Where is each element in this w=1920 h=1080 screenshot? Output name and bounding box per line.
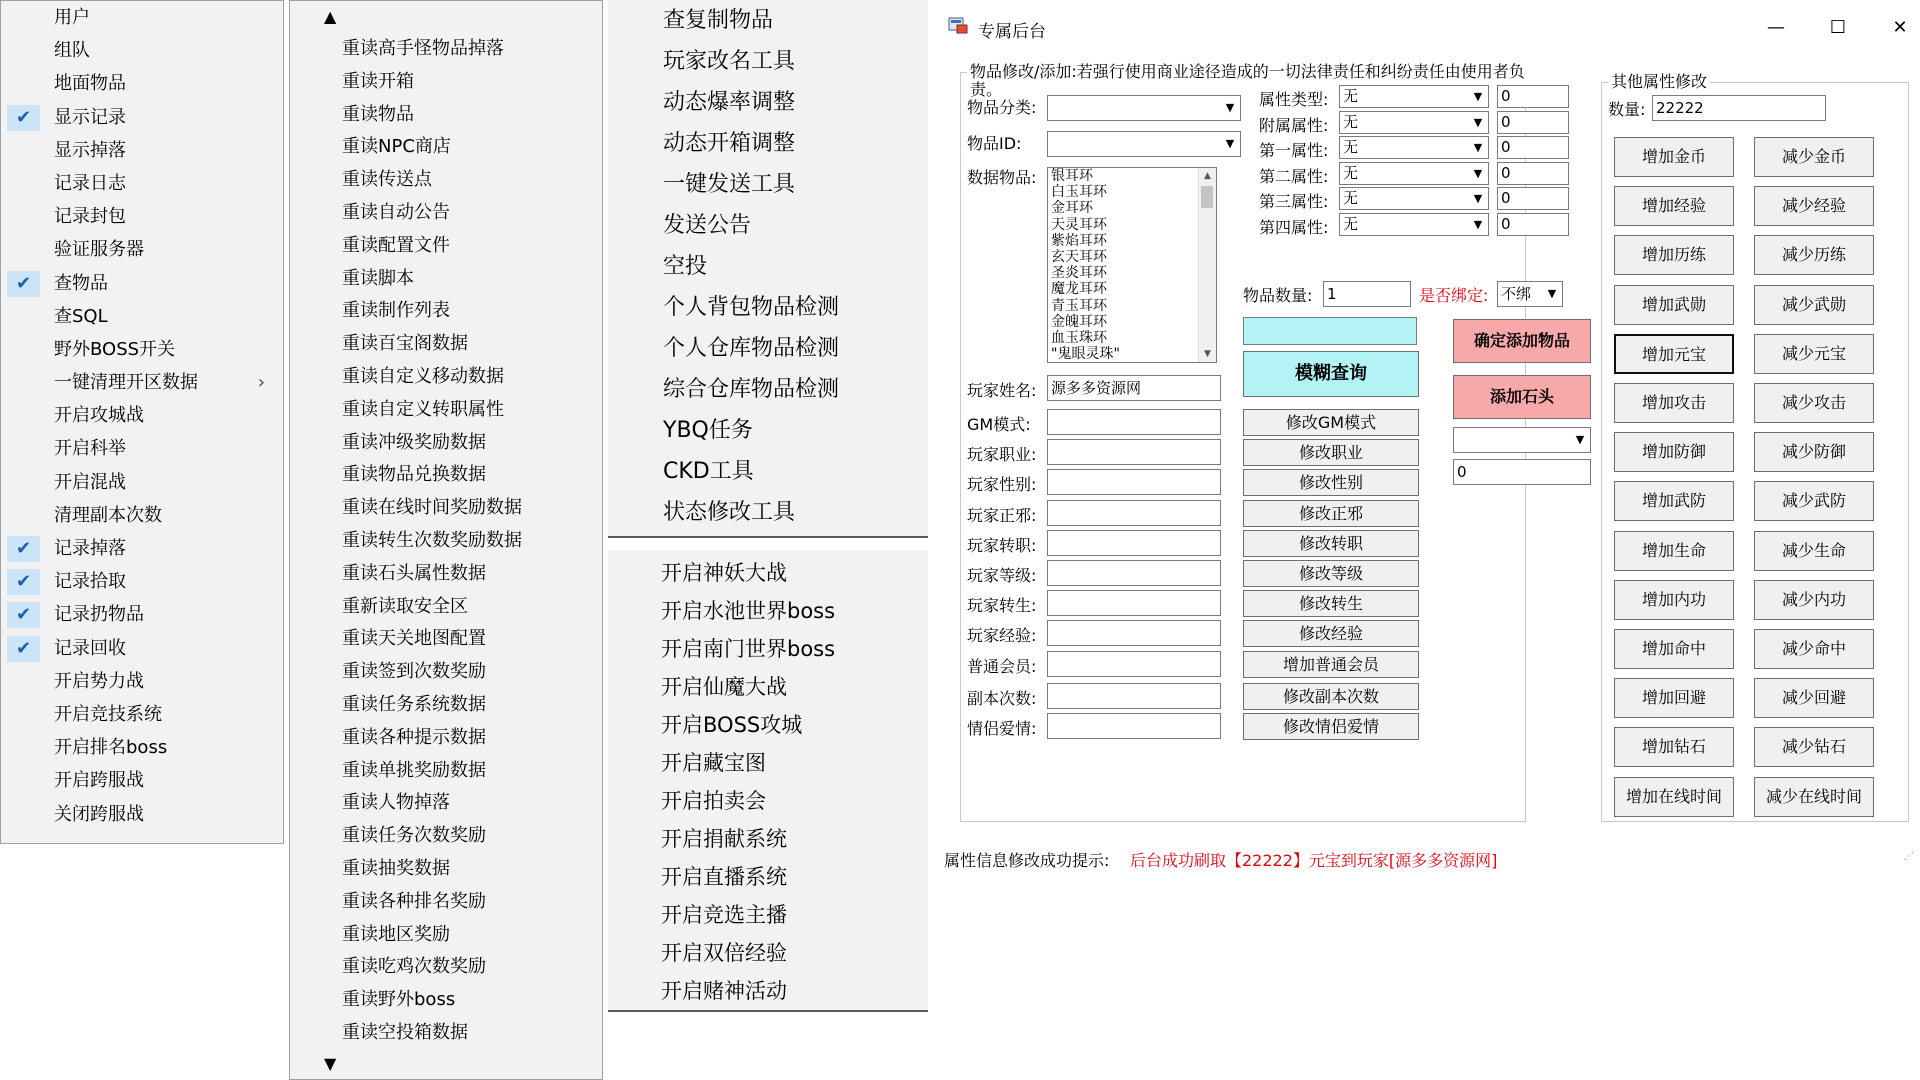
menu-item[interactable]: 重读自定义转职属性 (342, 398, 504, 420)
menu-item[interactable]: 重读地区奖励 (342, 923, 450, 945)
menu-item[interactable]: 重读开箱 (342, 70, 414, 92)
menu-item[interactable] (1, 598, 283, 631)
attribute-select[interactable] (1339, 136, 1489, 159)
player-field-input[interactable] (1047, 500, 1221, 526)
list-item[interactable]: 血玉珠环 (1051, 330, 1107, 347)
checkmark-icon: ✔ (7, 271, 40, 297)
menu-item[interactable]: 重读物品兑换数据 (342, 464, 486, 486)
menu-item[interactable]: 状态修改工具 (663, 500, 796, 525)
menu-item-label: 关闭跨服战 (54, 803, 144, 825)
data-items-label: 数据物品: (967, 168, 1037, 187)
menu-item[interactable]: CKD工具 (663, 459, 754, 484)
menu-item[interactable] (1, 267, 283, 300)
chevron-down-icon: ▼ (1473, 90, 1483, 103)
menu-item-label: 开启科举 (54, 438, 126, 460)
menu-item-label: 组队 (54, 40, 90, 62)
attribute-adjust-button[interactable]: 增加武防 (1614, 481, 1734, 521)
menu-item[interactable]: 空投 (663, 254, 708, 279)
attribute-label: 第二属性: (1259, 166, 1329, 186)
minimize-button[interactable]: — (1767, 17, 1785, 38)
attribute-value: 无 (1343, 189, 1359, 208)
menu-item[interactable]: 开启藏宝图 (661, 751, 766, 775)
menu-item[interactable]: 重读抽奖数据 (342, 857, 450, 879)
attribute-number-input[interactable]: 0 (1497, 162, 1569, 185)
player-field-label: 玩家转生: (967, 596, 1037, 616)
attribute-adjust-button[interactable]: 增加回避 (1614, 678, 1734, 718)
menu-item[interactable]: 重读石头属性数据 (342, 562, 486, 584)
menu-item-label: 记录扔物品 (54, 604, 144, 626)
chevron-down-icon: ▼ (1547, 287, 1557, 300)
list-item[interactable]: 天灵耳环 (1051, 216, 1107, 233)
menu-item[interactable] (1, 300, 283, 333)
list-item[interactable]: 圣炎耳环 (1051, 265, 1107, 282)
menu-item[interactable]: 一键发送工具 (663, 172, 796, 197)
chevron-down-icon: ▼ (1473, 192, 1483, 206)
list-item[interactable]: 白玉耳环 (1051, 184, 1107, 201)
menu-item[interactable]: 重读自动公告 (342, 201, 450, 223)
menu-item[interactable]: 重读吃鸡次数奖励 (342, 956, 486, 978)
bind-select[interactable] (1497, 281, 1563, 307)
menu-item[interactable] (1, 632, 283, 665)
player-field-input[interactable]: 源多多资源网 (1047, 375, 1221, 401)
menu-item[interactable]: 重读脚本 (342, 267, 414, 289)
menu-item[interactable]: 开启水池世界boss (661, 599, 836, 623)
attribute-select[interactable] (1339, 111, 1489, 134)
menu-item[interactable]: 开启拍卖会 (661, 789, 766, 813)
attribute-adjust-button[interactable]: 减少生命 (1754, 531, 1874, 571)
player-field-button[interactable]: 修改性别 (1243, 469, 1419, 496)
scroll-up-icon[interactable]: ▲ (324, 7, 337, 26)
context-menu-main (0, 0, 284, 844)
player-field-input[interactable] (1047, 409, 1221, 435)
player-field-label: 玩家性别: (967, 475, 1037, 495)
menu-item[interactable] (1, 698, 283, 731)
player-field-input[interactable] (1047, 590, 1221, 616)
menu-item-label: 开启势力战 (54, 670, 144, 692)
list-item[interactable]: 紫焰耳环 (1051, 232, 1107, 249)
menu-item[interactable]: 开启神妖大战 (661, 561, 787, 585)
maximize-button[interactable]: ☐ (1829, 17, 1847, 38)
fuzzy-search-button[interactable]: 模糊查询 (1243, 351, 1419, 397)
menu-item[interactable] (1, 233, 283, 266)
player-field-button[interactable]: 修改情侣爱情 (1243, 713, 1419, 740)
menu-item[interactable]: 重读单挑奖励数据 (342, 759, 486, 781)
status-message: 后台成功刷取【22222】元宝到玩家[源多多资源网] (1130, 851, 1498, 870)
menu-item[interactable]: 重读任务次数奖励 (342, 825, 486, 847)
menu-item[interactable]: 查复制物品 (663, 8, 774, 33)
data-items-list[interactable] (1047, 167, 1217, 363)
category-label: 物品分类: (967, 98, 1037, 117)
player-field-input[interactable] (1047, 651, 1221, 677)
menu-item[interactable]: 重读天关地图配置 (342, 628, 486, 650)
player-field-label: 玩家转职: (967, 535, 1037, 555)
attribute-label: 属性类型: (1259, 90, 1329, 109)
menu-item[interactable]: 开启竞选主播 (661, 903, 787, 927)
menu-item[interactable]: YBQ任务 (663, 418, 753, 443)
menu-item-label: 开启攻城战 (54, 405, 144, 427)
player-field-input[interactable] (1047, 530, 1221, 556)
chevron-down-icon: ▼ (1473, 218, 1483, 231)
menu-item[interactable]: 重读高手怪物品掉落 (342, 38, 504, 59)
bind-label: 是否绑定: (1419, 286, 1489, 305)
menu-item[interactable]: 重读空投箱数据 (342, 1021, 468, 1043)
scroll-down-icon[interactable]: ▼ (324, 1054, 337, 1073)
attribute-adjust-button[interactable]: 增加内功 (1614, 580, 1734, 620)
attribute-adjust-button[interactable]: 增加攻击 (1614, 383, 1734, 423)
search-input[interactable] (1243, 317, 1417, 345)
player-field-label: 情侣爱情: (967, 719, 1037, 738)
list-item[interactable]: 玄天耳环 (1051, 249, 1107, 266)
attribute-number-input[interactable]: 0 (1497, 136, 1569, 159)
menu-item[interactable]: 重读物品 (342, 103, 414, 125)
resize-grip-icon[interactable]: ⋰ (1904, 851, 1914, 862)
attribute-adjust-button[interactable]: 增加钻石 (1614, 727, 1734, 767)
attribute-value: 无 (1343, 87, 1359, 105)
attribute-select[interactable] (1339, 85, 1489, 108)
menu-item[interactable]: 重读人物掉落 (342, 792, 450, 814)
category-select[interactable] (1047, 95, 1241, 121)
item-id-select[interactable] (1047, 131, 1241, 157)
attribute-adjust-button[interactable]: 增加防御 (1614, 432, 1734, 472)
list-item[interactable]: 金魄耳环 (1051, 313, 1107, 330)
player-field-button[interactable]: 修改GM模式 (1243, 409, 1419, 436)
menu-item[interactable]: 重读自定义移动数据 (342, 365, 504, 387)
menu-item[interactable] (1, 200, 283, 233)
attribute-label: 第三属性: (1259, 192, 1329, 212)
attribute-adjust-button[interactable]: 增加命中 (1614, 629, 1734, 669)
menu-item-label: 显示掉落 (54, 139, 126, 161)
attribute-adjust-button[interactable]: 增加历练 (1614, 235, 1734, 275)
chevron-right-icon: › (257, 372, 265, 394)
attribute-select[interactable] (1339, 213, 1489, 236)
attribute-adjust-button[interactable]: 减少武勋 (1754, 285, 1874, 325)
menu-item-label: 查SQL (54, 305, 108, 327)
attribute-adjust-button[interactable]: 减少钻石 (1754, 727, 1874, 767)
attribute-number-input[interactable]: 0 (1497, 85, 1569, 108)
player-field-button[interactable]: 增加普通会员 (1243, 651, 1419, 678)
menu-item-label: 查物品 (54, 272, 108, 294)
list-item[interactable]: 青玉耳环 (1051, 297, 1107, 314)
scroll-up-icon[interactable]: ▲ (1204, 171, 1211, 181)
player-field-label: 玩家经验: (967, 626, 1037, 646)
menu-item[interactable] (1, 432, 283, 465)
attribute-adjust-button[interactable]: 减少经验 (1754, 186, 1874, 226)
menu-item-label: 开启竞技系统 (54, 703, 162, 725)
player-field-button[interactable]: 修改转生 (1243, 590, 1419, 617)
scroll-down-icon[interactable]: ▼ (1204, 349, 1211, 359)
item-id-label: 物品ID: (967, 134, 1022, 153)
item-group-label: 物品修改/添加:若强行使用商业途径造成的一切法律责任和纠纷责任由使用者负责。 (967, 63, 1533, 99)
menu-item-label: 记录日志 (54, 172, 126, 194)
menu-item-label: 记录掉落 (54, 538, 126, 559)
menu-item[interactable]: 重读野外boss (342, 989, 456, 1011)
scroll-thumb[interactable] (1201, 186, 1213, 208)
menu-item[interactable]: 重读各种排名奖励 (342, 890, 486, 912)
menu-item[interactable]: 动态爆率调整 (663, 90, 796, 115)
menu-item[interactable]: 个人仓库物品检测 (663, 336, 840, 361)
other-group-label: 其他属性修改 (1608, 73, 1710, 91)
player-field-button[interactable]: 修改正邪 (1243, 500, 1419, 527)
menu-item[interactable]: 重读传送点 (342, 169, 432, 191)
attribute-adjust-button[interactable]: 增加元宝 (1614, 334, 1734, 374)
attribute-adjust-button[interactable]: 增加生命 (1614, 531, 1734, 571)
menu-item[interactable]: 重读任务系统数据 (342, 693, 486, 715)
menu-item[interactable] (1, 1, 283, 34)
quantity-input[interactable]: 1 (1323, 281, 1411, 307)
player-field-label: 玩家职业: (967, 445, 1037, 465)
attribute-adjust-button[interactable]: 减少命中 (1754, 629, 1874, 669)
player-field-input[interactable] (1047, 620, 1221, 646)
attribute-adjust-button[interactable]: 减少历练 (1754, 235, 1874, 275)
menu-item-label: 验证服务器 (54, 239, 144, 261)
menu-item[interactable] (1, 499, 283, 532)
player-field-button[interactable]: 修改经验 (1243, 620, 1419, 647)
menu-item[interactable]: 重新读取安全区 (342, 595, 468, 617)
menu-item[interactable] (1, 67, 283, 100)
menu-item[interactable]: 开启直播系统 (661, 865, 787, 889)
other-attributes-group (1601, 72, 1909, 822)
menu-item[interactable] (1, 167, 283, 200)
context-menu-reload (289, 0, 603, 1080)
player-field-input[interactable] (1047, 560, 1221, 586)
menu-item-label: 开启跨服战 (54, 770, 144, 792)
checkmark-icon: ✔ (7, 569, 40, 595)
chevron-down-icon: ▼ (1473, 115, 1483, 129)
attribute-adjust-button[interactable]: 增加在线时间 (1614, 777, 1734, 817)
menu-item[interactable]: 重读签到次数奖励 (342, 661, 486, 683)
attribute-adjust-button[interactable]: 减少元宝 (1754, 334, 1874, 374)
attribute-label: 第一属性: (1259, 141, 1329, 161)
window-title: 专属后台 (978, 22, 1046, 42)
player-field-label: 玩家正邪: (967, 505, 1037, 525)
menu-item[interactable] (1, 798, 283, 831)
stone-select[interactable] (1453, 427, 1591, 453)
menu-item[interactable]: 开启赌神活动 (661, 979, 787, 1003)
player-field-input[interactable] (1047, 713, 1221, 739)
checkmark-icon: ✔ (7, 636, 40, 662)
confirm-add-item-button[interactable]: 确定添加物品 (1453, 319, 1591, 363)
amount-input[interactable]: 22222 (1652, 95, 1826, 121)
menu-item[interactable]: 重读冲级奖励数据 (342, 431, 486, 453)
menu-item[interactable] (1, 34, 283, 67)
menu-item[interactable]: 重读制作列表 (342, 300, 450, 322)
attribute-adjust-button[interactable]: 减少内功 (1754, 580, 1874, 620)
menu-item[interactable]: 开启捐献系统 (661, 827, 787, 851)
attribute-value: 无 (1343, 163, 1359, 182)
menu-item[interactable]: 开启南门世界boss (661, 637, 836, 661)
close-button[interactable]: ✕ (1892, 17, 1908, 38)
menu-item[interactable] (1, 333, 283, 366)
quantity-label: 物品数量: (1243, 286, 1313, 305)
menu-item[interactable] (1, 466, 283, 499)
checkmark-icon: ✔ (7, 602, 40, 628)
player-field-label: GM模式: (967, 415, 1031, 434)
player-field-label: 玩家姓名: (967, 381, 1037, 400)
menu-item[interactable]: 玩家改名工具 (663, 49, 796, 74)
attribute-number-input[interactable]: 0 (1497, 213, 1569, 236)
attribute-adjust-button[interactable]: 增加经验 (1614, 186, 1734, 226)
attribute-adjust-button[interactable]: 增加武勋 (1614, 285, 1734, 325)
attribute-select[interactable] (1339, 162, 1489, 185)
attribute-adjust-button[interactable]: 减少攻击 (1754, 383, 1874, 423)
menu-item-label: 开启排名boss (54, 737, 168, 759)
menu-item[interactable]: 重读转生次数奖励数据 (342, 529, 522, 551)
menu-item[interactable] (1, 399, 283, 432)
player-field-button[interactable]: 修改职业 (1243, 439, 1419, 466)
player-field-label: 玩家等级: (967, 566, 1037, 585)
chevron-down-icon: ▼ (1473, 166, 1483, 180)
app-icon (948, 16, 968, 34)
menu-item[interactable] (1, 764, 283, 797)
context-menu-tools (608, 0, 928, 538)
menu-item[interactable] (1, 665, 283, 698)
player-field-button[interactable]: 修改转职 (1243, 530, 1419, 557)
admin-window (938, 0, 1920, 870)
menu-item-label: 用户 (54, 7, 90, 28)
menu-item[interactable]: 个人背包物品检测 (663, 295, 840, 320)
attribute-label: 第四属性: (1259, 218, 1329, 237)
list-item[interactable]: 银耳环 (1051, 168, 1093, 184)
menu-item-label: 记录回收 (54, 637, 126, 659)
amount-label: 数量: (1608, 100, 1646, 119)
menu-item[interactable]: 开启双倍经验 (661, 941, 787, 965)
title-bar (938, 0, 1920, 56)
list-item[interactable]: "鬼眼灵珠" (1051, 346, 1120, 363)
status-label: 属性信息修改成功提示: (944, 851, 1110, 870)
player-field-button[interactable]: 修改等级 (1243, 560, 1419, 587)
attribute-adjust-button[interactable]: 增加金币 (1614, 137, 1734, 177)
menu-item-label: 一键清理开区数据 (54, 372, 198, 394)
attribute-adjust-button[interactable]: 减少回避 (1754, 678, 1874, 718)
attribute-number-input[interactable]: 0 (1497, 111, 1569, 134)
chevron-down-icon: ▼ (1473, 141, 1483, 155)
attribute-adjust-button[interactable]: 减少在线时间 (1754, 777, 1874, 817)
list-item[interactable]: 金耳环 (1051, 200, 1093, 217)
menu-item[interactable]: 重读NPC商店 (342, 136, 451, 158)
attribute-number-input[interactable]: 0 (1497, 187, 1569, 210)
menu-item[interactable] (1, 532, 283, 565)
menu-item[interactable] (1, 565, 283, 598)
menu-item-label: 野外BOSS开关 (54, 338, 176, 360)
stone-number-input[interactable]: 0 (1453, 459, 1591, 485)
menu-item[interactable]: 重读百宝阁数据 (342, 333, 468, 355)
player-field-input[interactable] (1047, 469, 1221, 495)
attribute-label: 附属属性: (1259, 115, 1329, 135)
attribute-adjust-button[interactable]: 减少金币 (1754, 137, 1874, 177)
menu-item-label: 记录封包 (54, 206, 126, 228)
menu-item[interactable]: 重读在线时间奖励数据 (342, 497, 522, 519)
item-modify-group (960, 62, 1585, 822)
attribute-select[interactable] (1339, 187, 1489, 210)
bind-value: 不绑 (1501, 285, 1532, 303)
chevron-down-icon: ▼ (1225, 137, 1235, 150)
context-menu-events (608, 550, 928, 1012)
chevron-down-icon: ▼ (1575, 433, 1585, 446)
listbox-scrollbar[interactable] (1198, 168, 1216, 362)
player-field-input[interactable] (1047, 683, 1221, 709)
menu-item[interactable] (1, 731, 283, 764)
menu-item-label: 记录拾取 (54, 571, 126, 593)
attribute-value: 无 (1343, 215, 1359, 233)
menu-item[interactable] (1, 366, 283, 399)
menu-item[interactable]: 重读各种提示数据 (342, 726, 486, 748)
player-field-button[interactable]: 修改副本次数 (1243, 683, 1419, 710)
checkmark-icon: ✔ (7, 536, 40, 562)
menu-item[interactable] (1, 134, 283, 167)
attribute-value: 无 (1343, 138, 1359, 157)
menu-item[interactable]: 重读配置文件 (342, 234, 450, 256)
menu-item-label: 地面物品 (54, 73, 126, 95)
menu-item-label: 开启混战 (54, 471, 126, 493)
attribute-value: 无 (1343, 112, 1359, 131)
list-item[interactable]: 魔龙耳环 (1051, 281, 1107, 298)
player-field-label: 普通会员: (967, 656, 1037, 676)
menu-item[interactable]: 发送公告 (663, 213, 752, 238)
menu-item-label: 清理副本次数 (54, 504, 162, 526)
chevron-down-icon: ▼ (1225, 101, 1235, 114)
attribute-adjust-button[interactable]: 减少防御 (1754, 432, 1874, 472)
menu-item[interactable]: 动态开箱调整 (663, 131, 796, 156)
menu-item[interactable] (1, 101, 283, 134)
menu-item-label: 显示记录 (54, 106, 126, 128)
attribute-adjust-button[interactable]: 减少武防 (1754, 481, 1874, 521)
menu-item[interactable]: 开启仙魔大战 (661, 675, 787, 699)
player-field-label: 副本次数: (967, 688, 1037, 708)
add-stone-button[interactable]: 添加石头 (1453, 375, 1591, 419)
menu-item[interactable]: 开启BOSS攻城 (661, 713, 803, 737)
player-field-input[interactable] (1047, 439, 1221, 465)
menu-item[interactable]: 综合仓库物品检测 (663, 377, 840, 402)
checkmark-icon: ✔ (7, 105, 40, 131)
